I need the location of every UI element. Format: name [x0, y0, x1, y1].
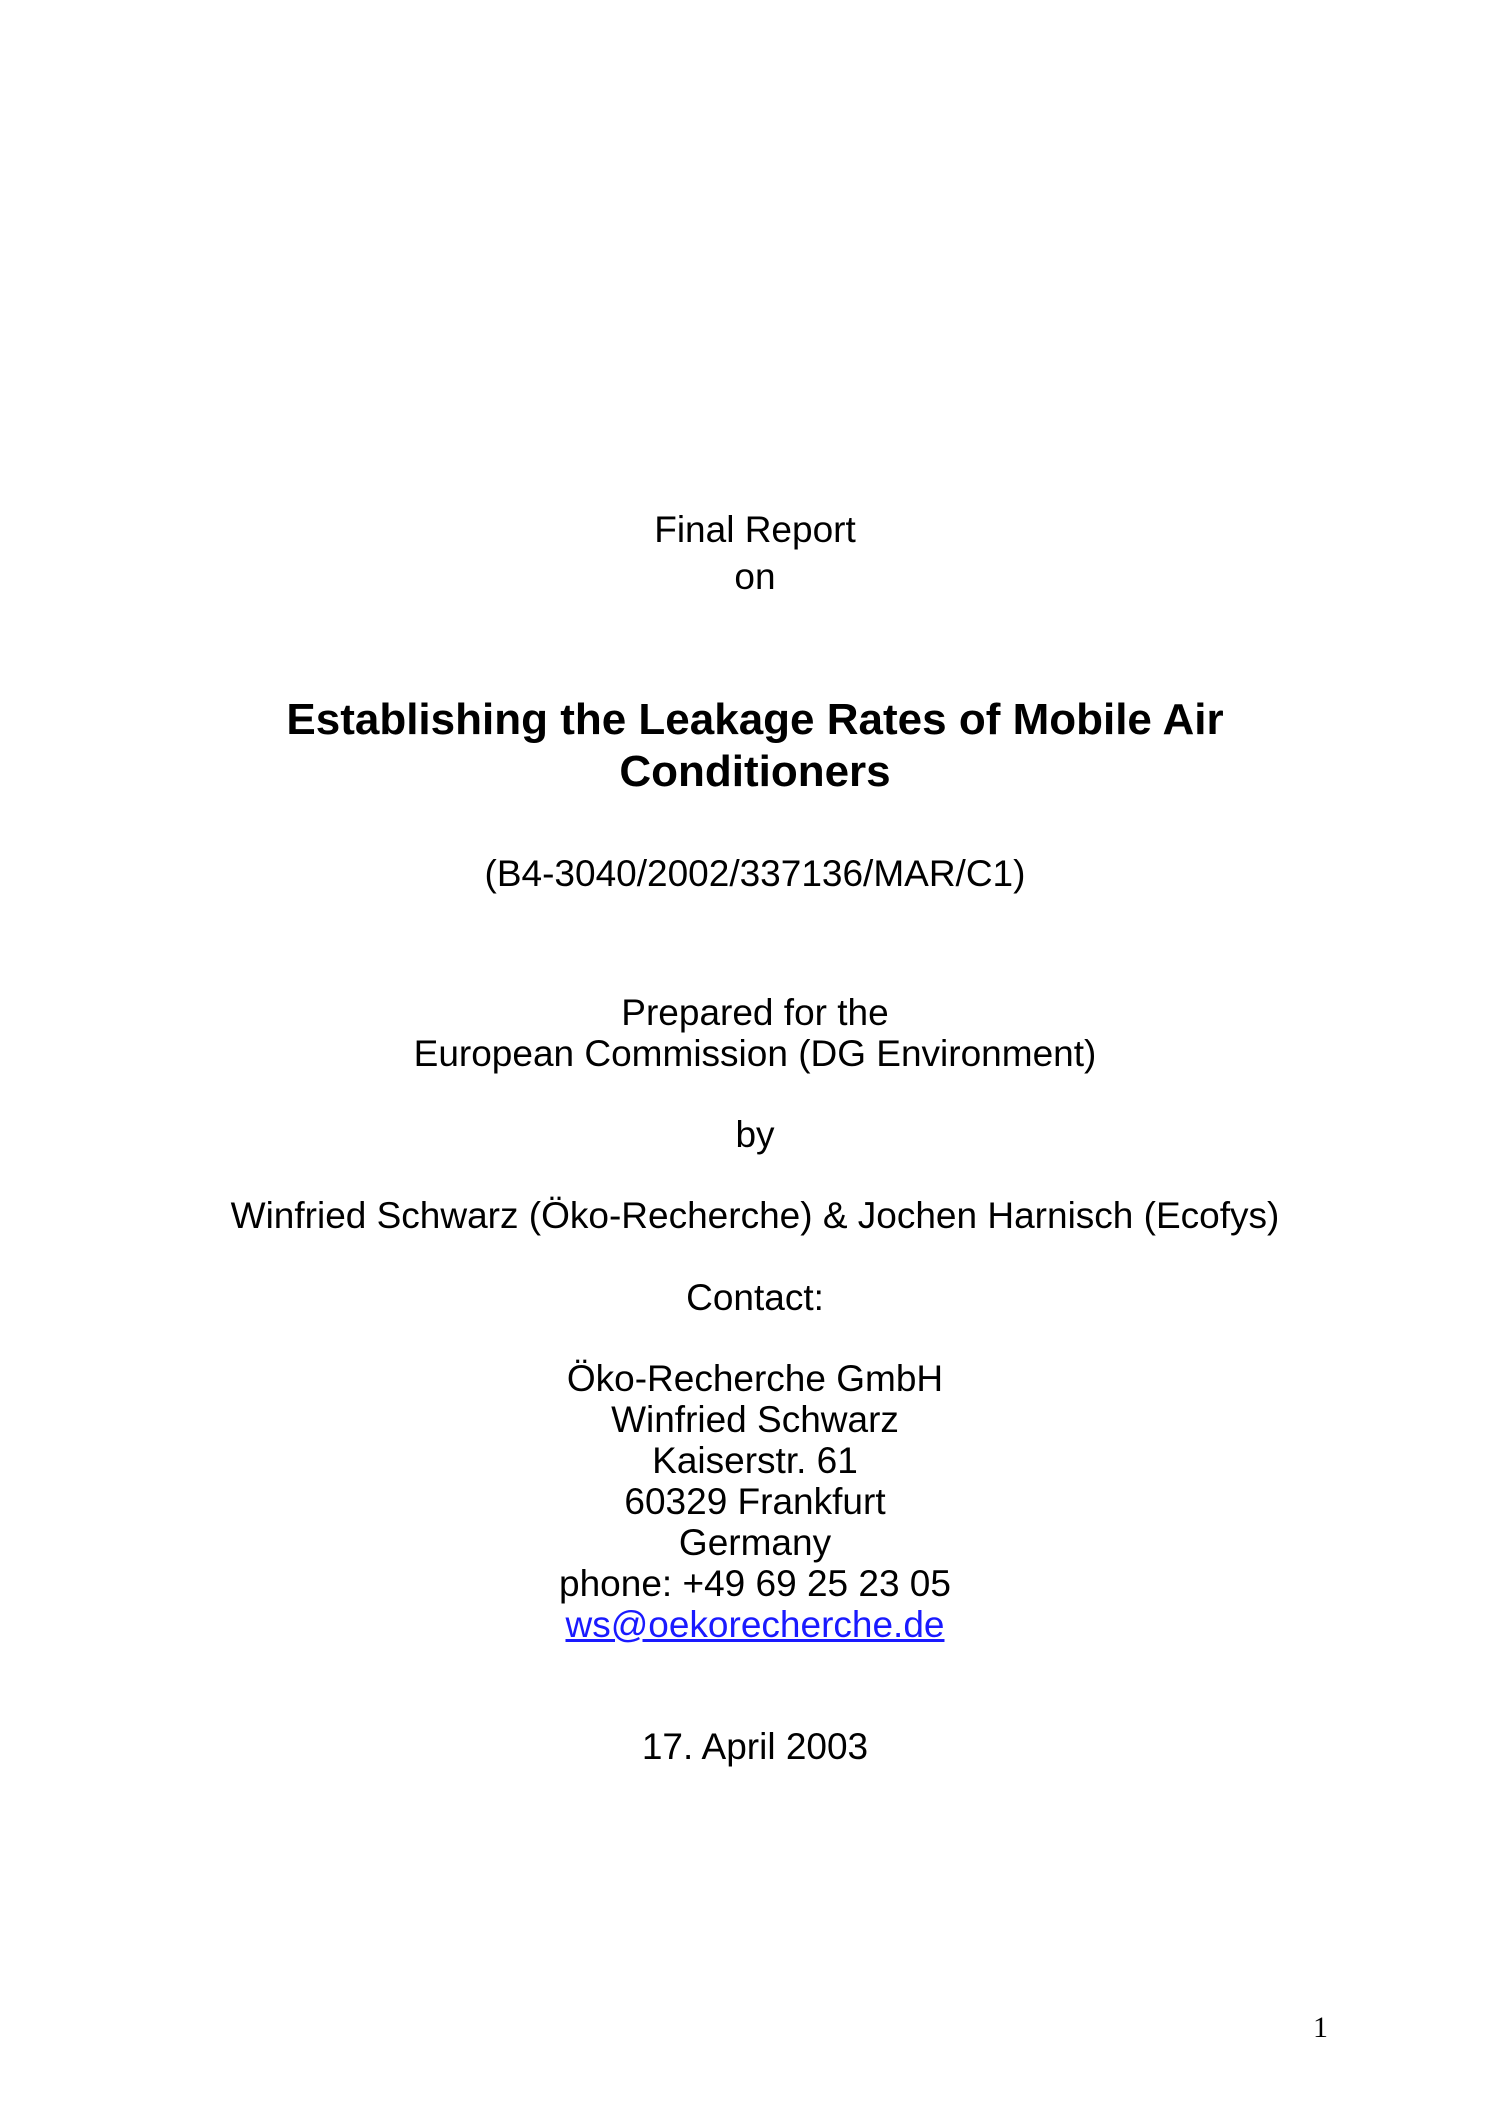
page-number: 1: [1313, 2011, 1328, 2044]
contact-name: Winfried Schwarz: [611, 1399, 899, 1440]
report-title-line-2: Conditioners: [619, 747, 891, 796]
report-type-label: Final Report: [654, 509, 856, 550]
contact-organization: Öko-Recherche GmbH: [566, 1358, 944, 1399]
report-title-line-1: Establishing the Leakage Rates of Mobile Air: [286, 695, 1224, 744]
contract-reference: (B4-3040/2002/337136/MAR/C1): [484, 853, 1026, 894]
contact-country: Germany: [678, 1522, 832, 1563]
contact-city: 60329 Frankfurt: [624, 1481, 886, 1522]
contact-phone: phone: +49 69 25 23 05: [559, 1563, 951, 1604]
contact-email-row: [0, 1603, 1500, 1647]
authors: Winfried Schwarz (Öko-Recherche) & Jochen Harnisch (Ecofys): [230, 1195, 1280, 1236]
by-label: by: [735, 1114, 775, 1155]
contact-email-link[interactable]: ws@oekorecherche.de: [565, 1604, 945, 1645]
report-date: 17. April 2003: [641, 1726, 869, 1767]
contact-street: Kaiserstr. 61: [652, 1440, 858, 1481]
prepared-for-label: Prepared for the: [621, 992, 889, 1033]
report-on-label: on: [734, 556, 776, 597]
client-name: European Commission (DG Environment): [413, 1033, 1097, 1074]
contact-label: Contact:: [686, 1277, 824, 1318]
